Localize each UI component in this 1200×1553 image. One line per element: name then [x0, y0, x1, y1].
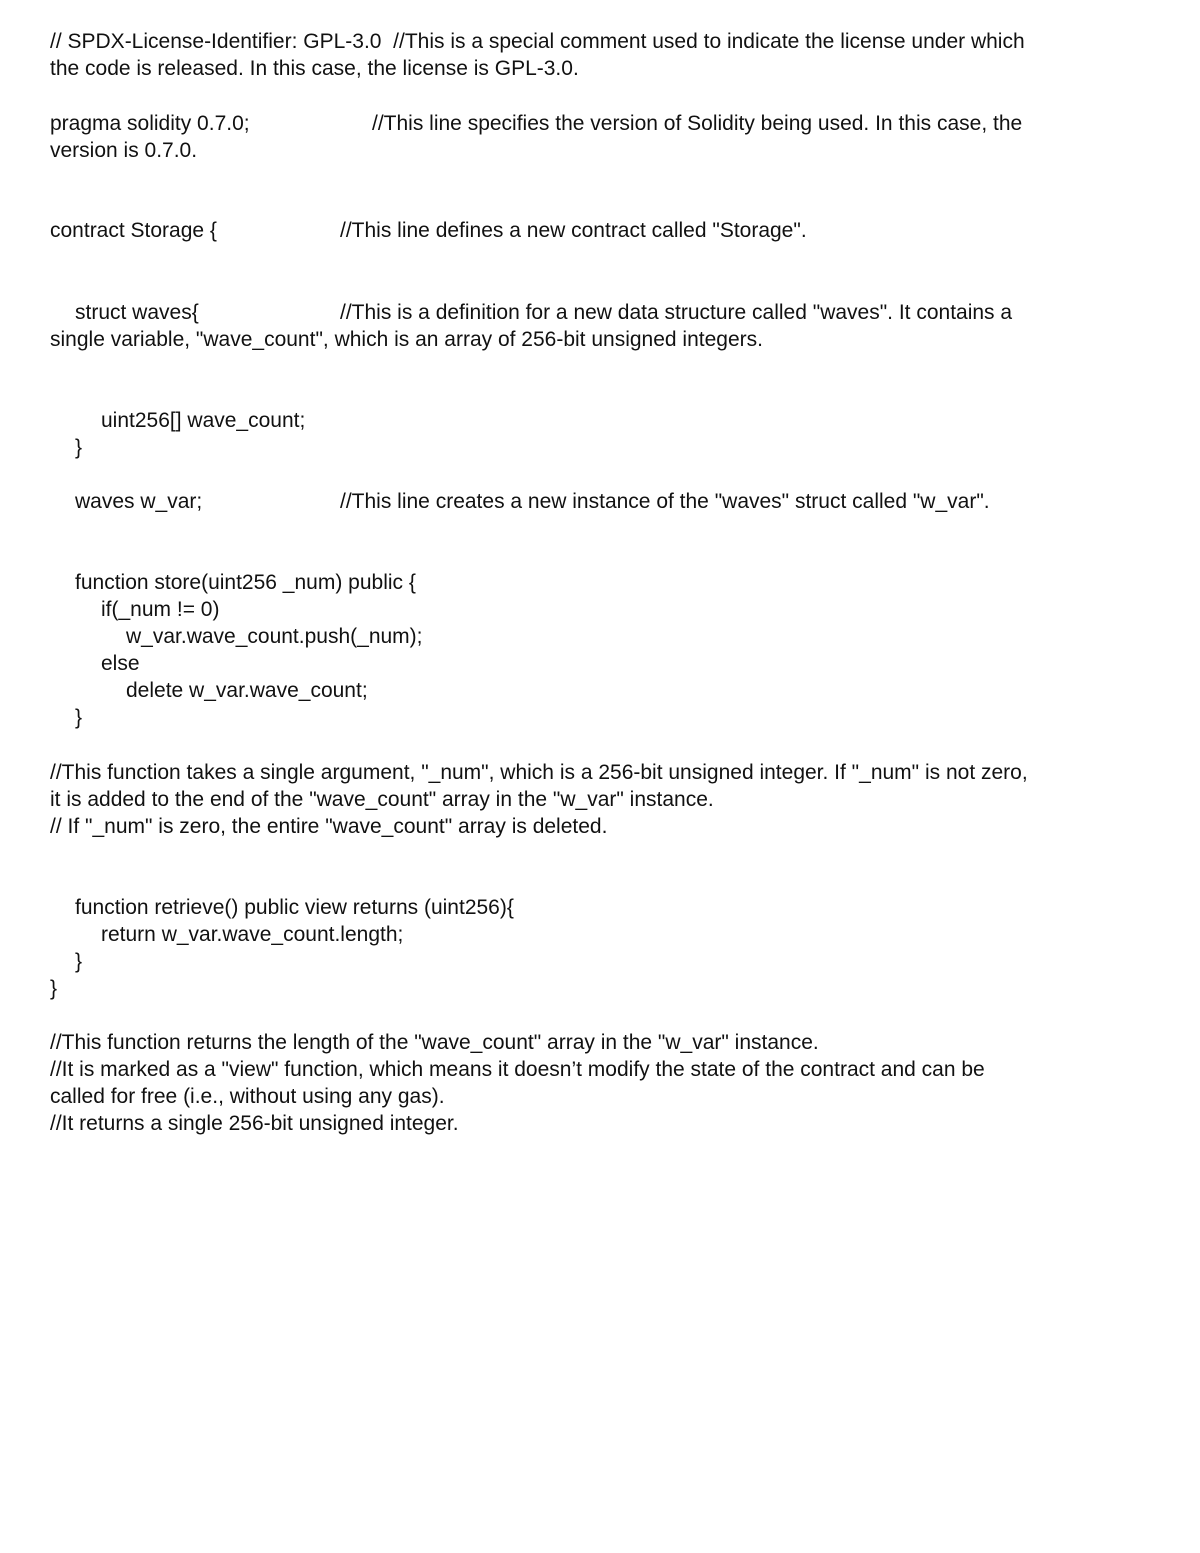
store-if-line: if(_num != 0)	[101, 598, 220, 621]
retrieve-return-line: return w_var.wave_count.length;	[101, 923, 404, 946]
contract-comment: //This line defines a new contract called "Storage".	[340, 219, 807, 242]
pragma-line: pragma solidity 0.7.0;	[50, 112, 250, 135]
retrieve-comment-line-3: called for free (i.e., without using any gas).	[50, 1085, 445, 1108]
struct-close-brace: }	[75, 436, 83, 459]
struct-comment: //This is a definition for a new data structure called "waves". It contains a	[340, 301, 1013, 324]
instance-declaration: waves w_var;	[75, 490, 203, 513]
retrieve-comment-line-1: //This function returns the length of the "wave_count" array in the "w_var" instance.	[50, 1031, 819, 1054]
store-comment-line-1: //This function takes a single argument, "_num", which is a 256-bit unsigned integer. If "_num" is not zero,	[50, 761, 1028, 784]
pragma-comment: //This line specifies the version of Solidity being used. In this case, the	[372, 112, 1023, 135]
struct-comment-continuation: single variable, "wave_count", which is an array of 256-bit unsigned integers.	[50, 328, 763, 351]
instance-comment: //This line creates a new instance of the "waves" struct called "w_var".	[340, 490, 990, 513]
retrieve-close-brace: }	[75, 950, 83, 973]
contract-close-brace: }	[50, 977, 58, 1000]
pragma-comment-continuation: version is 0.7.0.	[50, 139, 198, 162]
store-push-line: w_var.wave_count.push(_num);	[126, 625, 423, 648]
license-comment-line-2: the code is released. In this case, the license is GPL-3.0.	[50, 57, 579, 80]
struct-member: uint256[] wave_count;	[101, 409, 306, 432]
store-comment-line-2: it is added to the end of the "wave_count" array in the "w_var" instance.	[50, 788, 714, 811]
store-delete-line: delete w_var.wave_count;	[126, 679, 368, 702]
retrieve-comment-line-2: //It is marked as a "view" function, which means it doesn’t modify the state of the contract and can be	[50, 1058, 985, 1081]
contract-declaration: contract Storage {	[50, 219, 217, 242]
struct-declaration: struct waves{	[75, 301, 199, 324]
retrieve-comment-line-4: //It returns a single 256-bit unsigned integer.	[50, 1112, 459, 1135]
retrieve-function-signature: function retrieve() public view returns (uint256){	[75, 896, 514, 919]
license-comment-line-1: // SPDX-License-Identifier: GPL-3.0 //This is a special comment used to indicate the license under which	[50, 30, 1025, 53]
store-close-brace: }	[75, 706, 83, 729]
store-else-line: else	[101, 652, 140, 675]
store-comment-line-3: // If "_num" is zero, the entire "wave_count" array is deleted.	[50, 815, 608, 838]
store-function-signature: function store(uint256 _num) public {	[75, 571, 416, 594]
